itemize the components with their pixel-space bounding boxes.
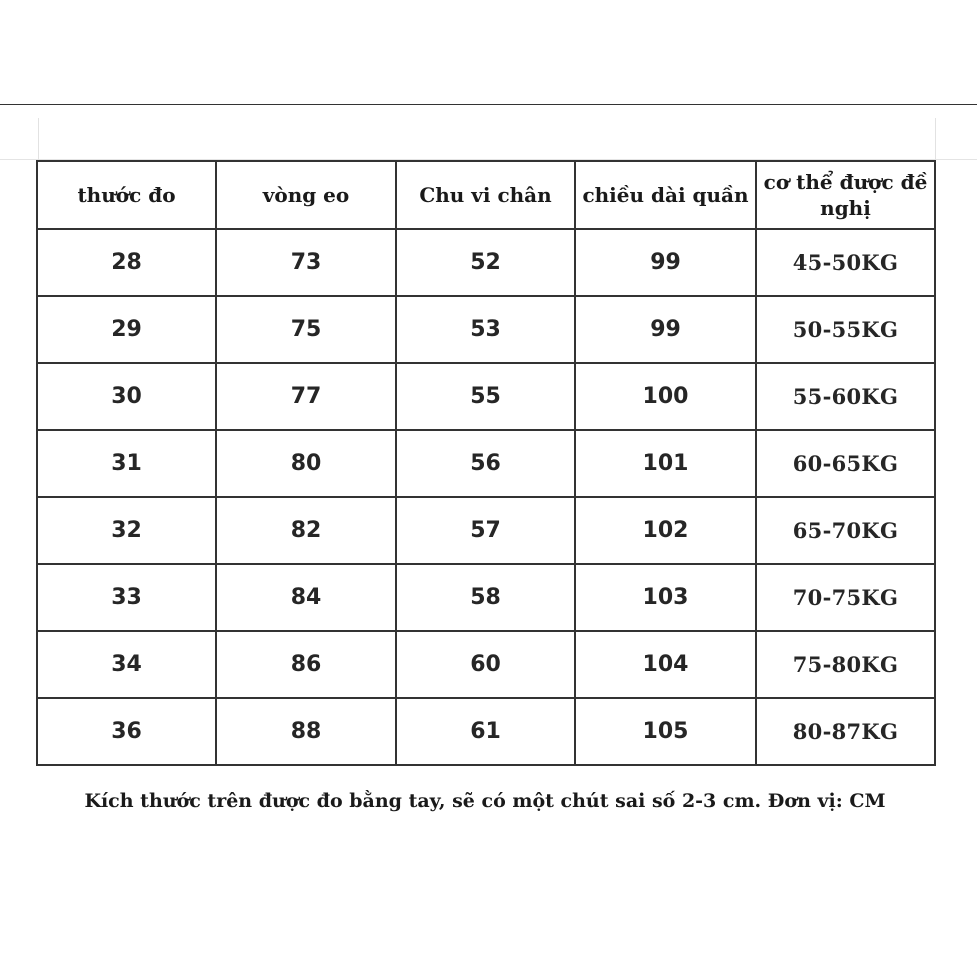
cell-pants-length: 105: [575, 698, 756, 765]
table-row: [37, 631, 935, 698]
cell-recommended-weight: 45-50KG: [756, 229, 935, 296]
table-row: [37, 229, 935, 296]
table-header-row: [37, 161, 935, 229]
cell-waist: 82: [216, 497, 396, 564]
faint-edge-right: [935, 118, 936, 160]
cell-waist: 88: [216, 698, 396, 765]
cell-leg-circumference: 58: [396, 564, 575, 631]
header-leg-circumference: Chu vi chân: [396, 161, 575, 229]
table-row: [37, 564, 935, 631]
cell-leg-circumference: 61: [396, 698, 575, 765]
cell-pants-length: 101: [575, 430, 756, 497]
cell-leg-circumference: 60: [396, 631, 575, 698]
cell-recommended-weight: 50-55KG: [756, 296, 935, 363]
cell-pants-length: 99: [575, 296, 756, 363]
table-row: [37, 698, 935, 765]
cell-recommended-weight: 55-60KG: [756, 363, 935, 430]
table-row: [37, 363, 935, 430]
cell-waist: 86: [216, 631, 396, 698]
cell-waist: 77: [216, 363, 396, 430]
top-divider-line: [0, 104, 977, 105]
cell-recommended-weight: 80-87KG: [756, 698, 935, 765]
cell-size: 33: [37, 564, 216, 631]
cell-pants-length: 103: [575, 564, 756, 631]
cell-leg-circumference: 52: [396, 229, 575, 296]
table-row: [37, 497, 935, 564]
table-row: [37, 296, 935, 363]
cell-leg-circumference: 57: [396, 497, 575, 564]
cell-size: 36: [37, 698, 216, 765]
cell-size: 30: [37, 363, 216, 430]
cell-waist: 73: [216, 229, 396, 296]
header-waist: vòng eo: [216, 161, 396, 229]
measurement-footnote: Kích thước trên được đo bằng tay, sẽ có một chút sai số 2-3 cm. Đơn vị: CM: [84, 790, 886, 812]
faint-edge-left: [38, 118, 39, 160]
size-chart-table: [36, 160, 936, 766]
cell-size: 29: [37, 296, 216, 363]
cell-leg-circumference: 53: [396, 296, 575, 363]
table-row: [37, 430, 935, 497]
cell-recommended-weight: 75-80KG: [756, 631, 935, 698]
header-size: thước đo: [37, 161, 216, 229]
cell-pants-length: 102: [575, 497, 756, 564]
cell-size: 31: [37, 430, 216, 497]
cell-leg-circumference: 56: [396, 430, 575, 497]
cell-size: 32: [37, 497, 216, 564]
cell-pants-length: 99: [575, 229, 756, 296]
cell-waist: 80: [216, 430, 396, 497]
cell-recommended-weight: 60-65KG: [756, 430, 935, 497]
cell-pants-length: 100: [575, 363, 756, 430]
cell-waist: 84: [216, 564, 396, 631]
header-recommended-weight: cơ thể được đề nghị: [756, 161, 935, 229]
cell-recommended-weight: 65-70KG: [756, 497, 935, 564]
cell-leg-circumference: 55: [396, 363, 575, 430]
cell-size: 28: [37, 229, 216, 296]
cell-waist: 75: [216, 296, 396, 363]
cell-size: 34: [37, 631, 216, 698]
cell-pants-length: 104: [575, 631, 756, 698]
cell-recommended-weight: 70-75KG: [756, 564, 935, 631]
header-pants-length: chiều dài quần: [575, 161, 756, 229]
